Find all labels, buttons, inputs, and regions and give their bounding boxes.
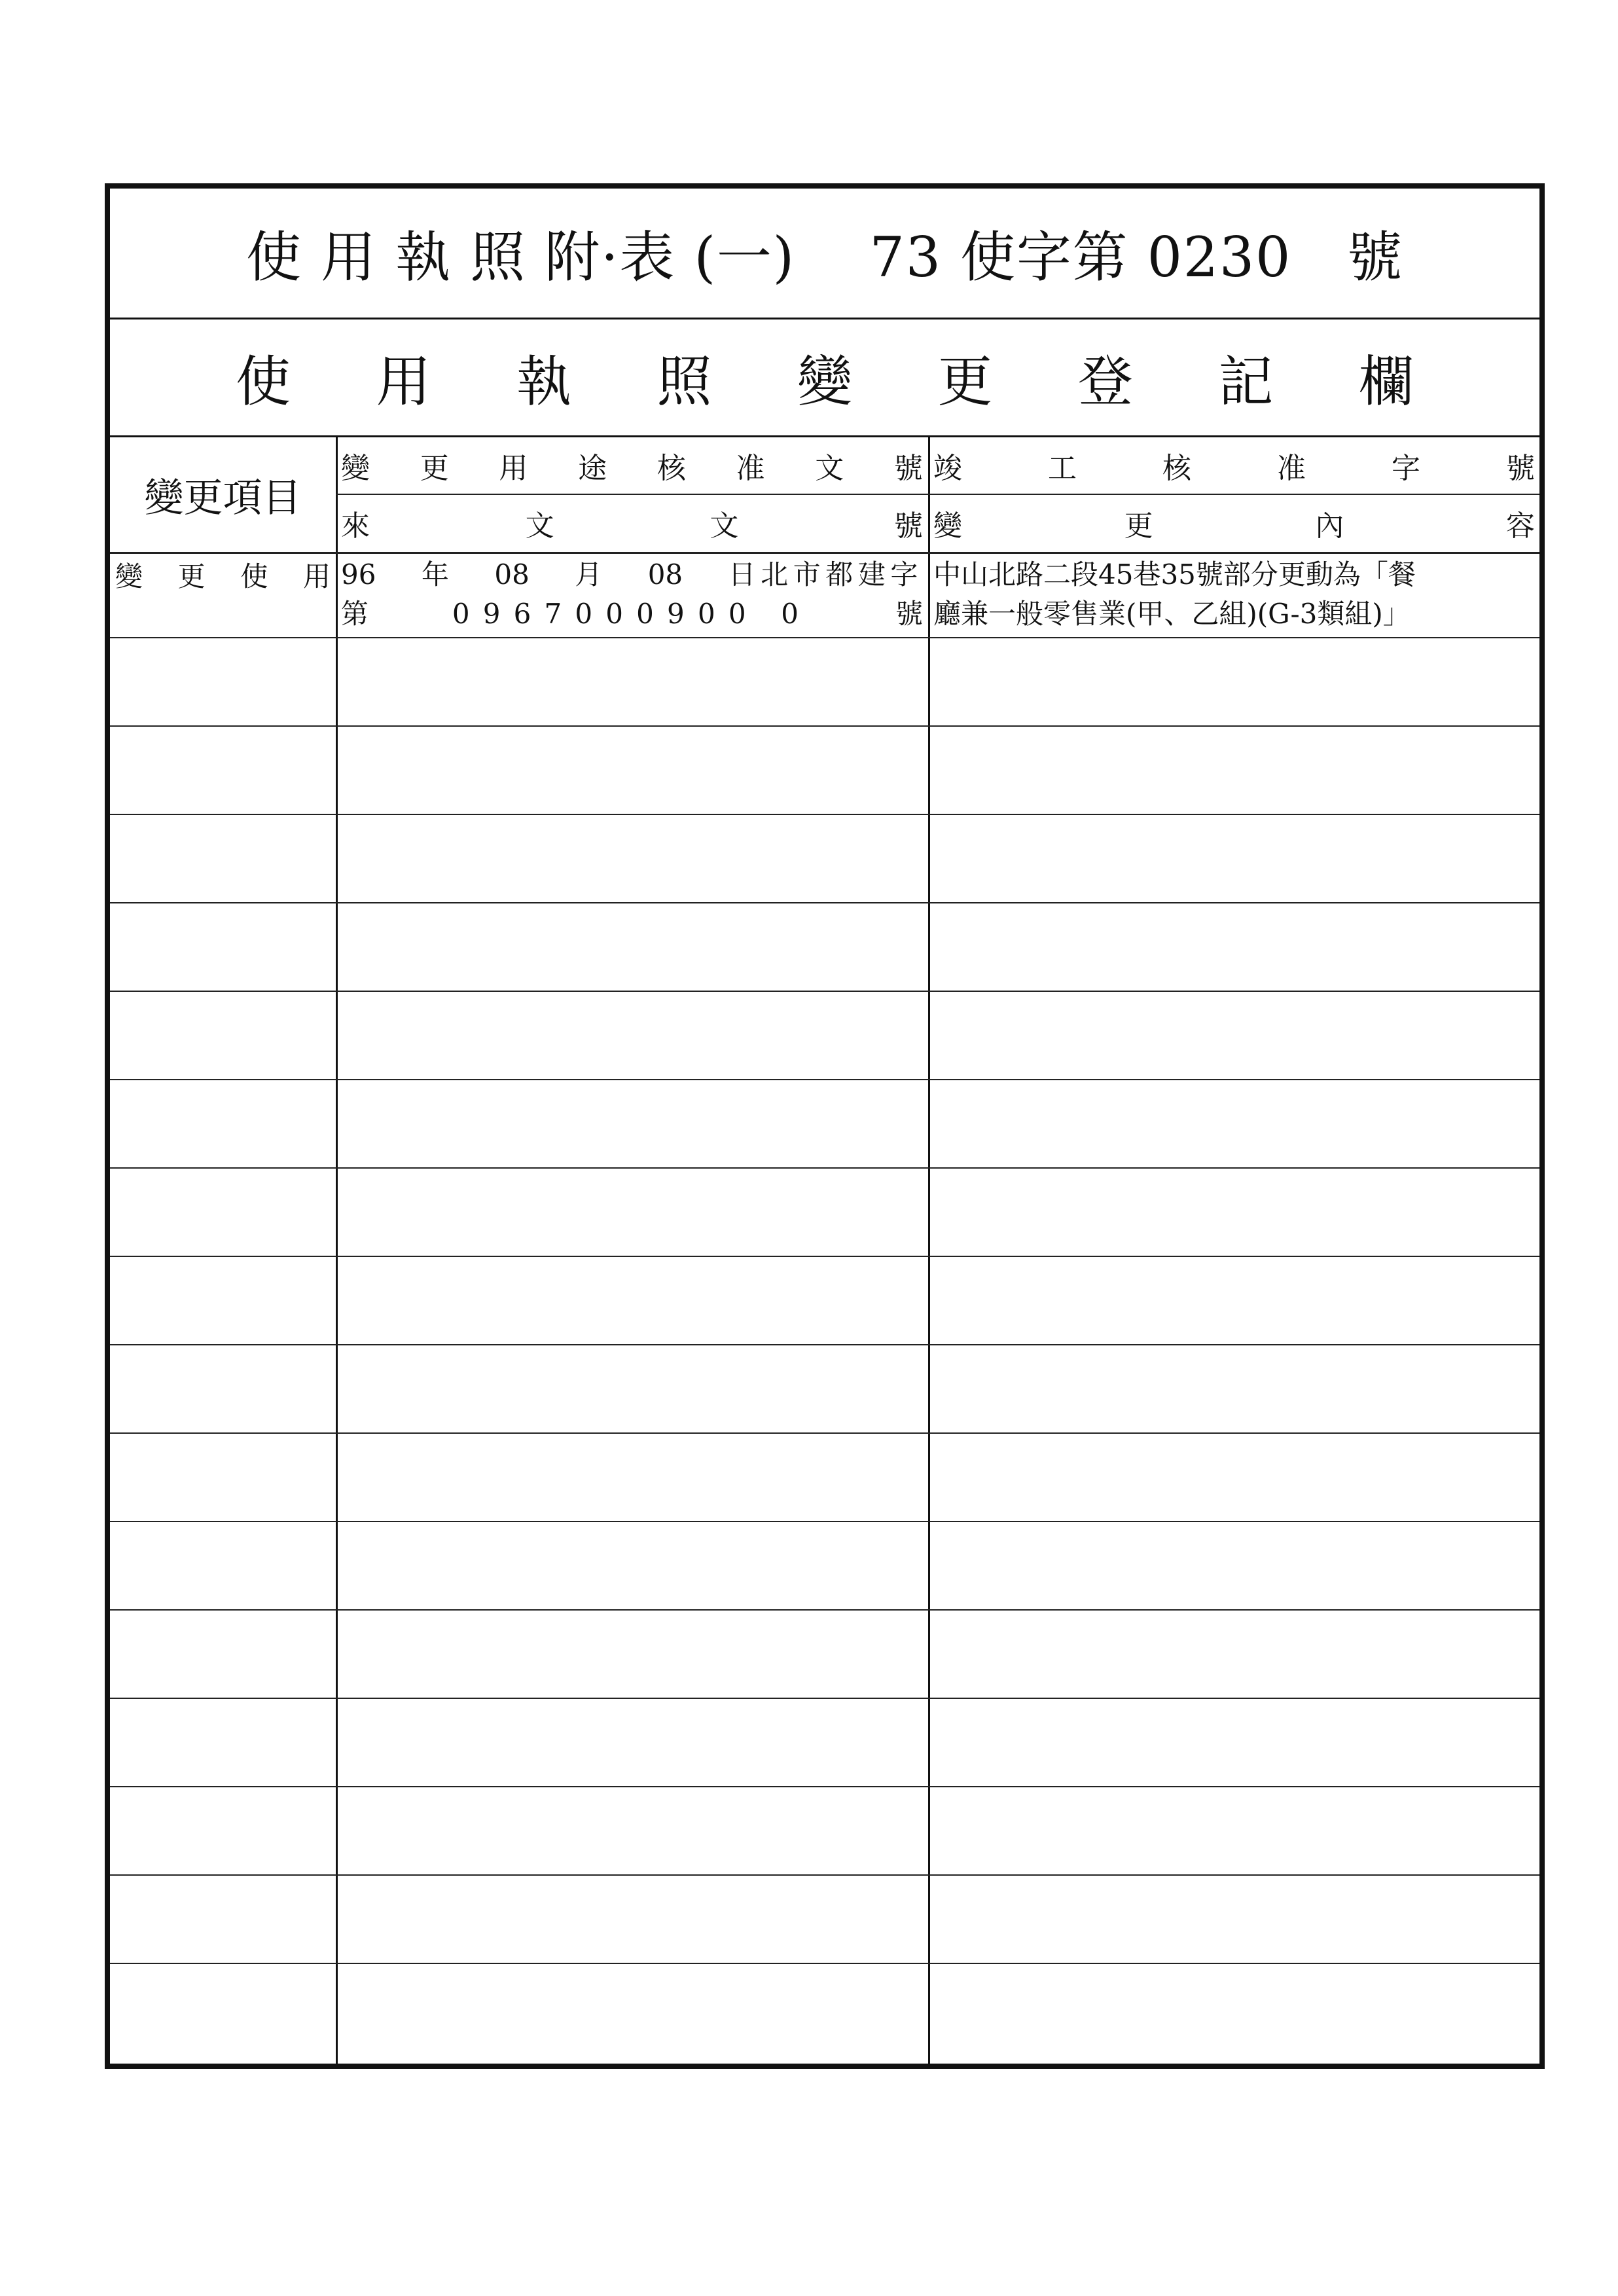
header-char: 准 xyxy=(1277,451,1306,485)
header-char: 准 xyxy=(736,451,765,485)
form-title-number-prefix: 73 使字第 xyxy=(869,225,1129,289)
section-title-char: 用 xyxy=(376,350,431,414)
entry-doc-line-2 xyxy=(336,594,928,634)
section-title-band xyxy=(110,319,1539,437)
entry-doc-part: 96 xyxy=(341,558,376,591)
entry-doc-line-1 xyxy=(336,555,928,594)
header-char: 變 xyxy=(933,509,962,543)
entry-doc-suffix: 號 xyxy=(895,598,923,630)
entry-doc-part: 日北市都建字 xyxy=(728,558,923,591)
row-divider xyxy=(110,1698,1539,1699)
row-divider xyxy=(110,1256,1539,1257)
form-title-number: 0230 xyxy=(1147,225,1292,289)
header-char: 號 xyxy=(1506,451,1535,485)
header-approval-doc-no xyxy=(336,437,928,493)
entry-doc-prefix: 第 xyxy=(341,598,369,630)
row-divider xyxy=(110,814,1539,815)
section-title-char: 登 xyxy=(1077,350,1133,414)
header-change-content xyxy=(928,495,1540,551)
section-title-char: 變 xyxy=(797,350,852,414)
header-char: 號 xyxy=(893,509,923,543)
entry-item-char: 用 xyxy=(302,560,331,592)
header-char: 變 xyxy=(341,451,370,485)
column-divider xyxy=(928,437,930,2064)
header-char: 工 xyxy=(1048,451,1077,485)
section-title-char: 執 xyxy=(516,350,571,414)
form-title-number-suffix: 號 xyxy=(1347,225,1403,289)
header-incoming-doc-no xyxy=(336,495,928,551)
row-divider xyxy=(110,1344,1539,1345)
row-divider xyxy=(110,1521,1539,1522)
row-divider xyxy=(110,991,1539,992)
header-char: 途 xyxy=(578,451,607,485)
row-divider xyxy=(110,637,1539,638)
row-divider xyxy=(110,1786,1539,1787)
row-divider xyxy=(110,1079,1539,1080)
header-char: 內 xyxy=(1315,509,1344,543)
usage-permit-form xyxy=(105,183,1545,2069)
entry-doc-number: 0967000900 0 xyxy=(452,598,812,630)
section-title xyxy=(236,338,1414,417)
header-char: 竣 xyxy=(933,451,962,485)
form-title xyxy=(246,213,1403,293)
entry-item-char: 使 xyxy=(240,560,268,592)
row-divider xyxy=(110,902,1539,903)
entry-item xyxy=(110,555,336,594)
entry-item-char: 更 xyxy=(177,560,206,592)
entry-content-line-1: 中山北路二段45巷35號部分更動為「餐 xyxy=(933,558,1416,591)
header-char: 用 xyxy=(499,451,528,485)
section-title-char: 記 xyxy=(1218,350,1274,414)
row-divider xyxy=(110,1609,1539,1611)
header-char: 文 xyxy=(710,509,739,543)
header-char: 核 xyxy=(656,451,686,485)
entry-content-line-2: 廳兼一般零售業(甲、乙組)(G-3類組)」 xyxy=(933,598,1411,630)
row-header-label: 變更項目 xyxy=(144,475,302,521)
header-char: 字 xyxy=(1392,451,1420,485)
header-char: 核 xyxy=(1162,451,1191,485)
row-divider xyxy=(110,1874,1539,1876)
entry-doc-part: 年 xyxy=(421,558,449,591)
header-char: 文 xyxy=(525,509,554,543)
column-divider xyxy=(336,437,338,2064)
row-divider xyxy=(110,1432,1539,1434)
entry-doc-part: 月 xyxy=(575,558,603,591)
header-char: 容 xyxy=(1505,509,1535,543)
header-completion-approval-no xyxy=(928,437,1540,493)
section-title-char: 更 xyxy=(937,350,993,414)
row-divider xyxy=(110,1167,1539,1169)
entry-doc-part: 08 xyxy=(494,558,530,591)
register-grid xyxy=(110,437,1539,2064)
entry-doc-part: 08 xyxy=(647,558,683,591)
form-title-main: 使 用 執 照 附·表 (一) xyxy=(246,225,795,289)
entry-item-char: 變 xyxy=(115,560,143,592)
header-char: 文 xyxy=(815,451,844,485)
header-row-divider xyxy=(110,552,1539,554)
section-title-char: 欄 xyxy=(1358,350,1414,414)
section-title-char: 照 xyxy=(656,350,712,414)
header-char: 更 xyxy=(420,451,449,485)
form-title-band xyxy=(110,189,1539,319)
row-divider xyxy=(110,1963,1539,1964)
header-char: 來 xyxy=(341,509,370,543)
header-char: 號 xyxy=(893,451,923,485)
header-char: 更 xyxy=(1124,509,1153,543)
section-title-char: 使 xyxy=(236,350,291,414)
row-divider xyxy=(110,725,1539,727)
